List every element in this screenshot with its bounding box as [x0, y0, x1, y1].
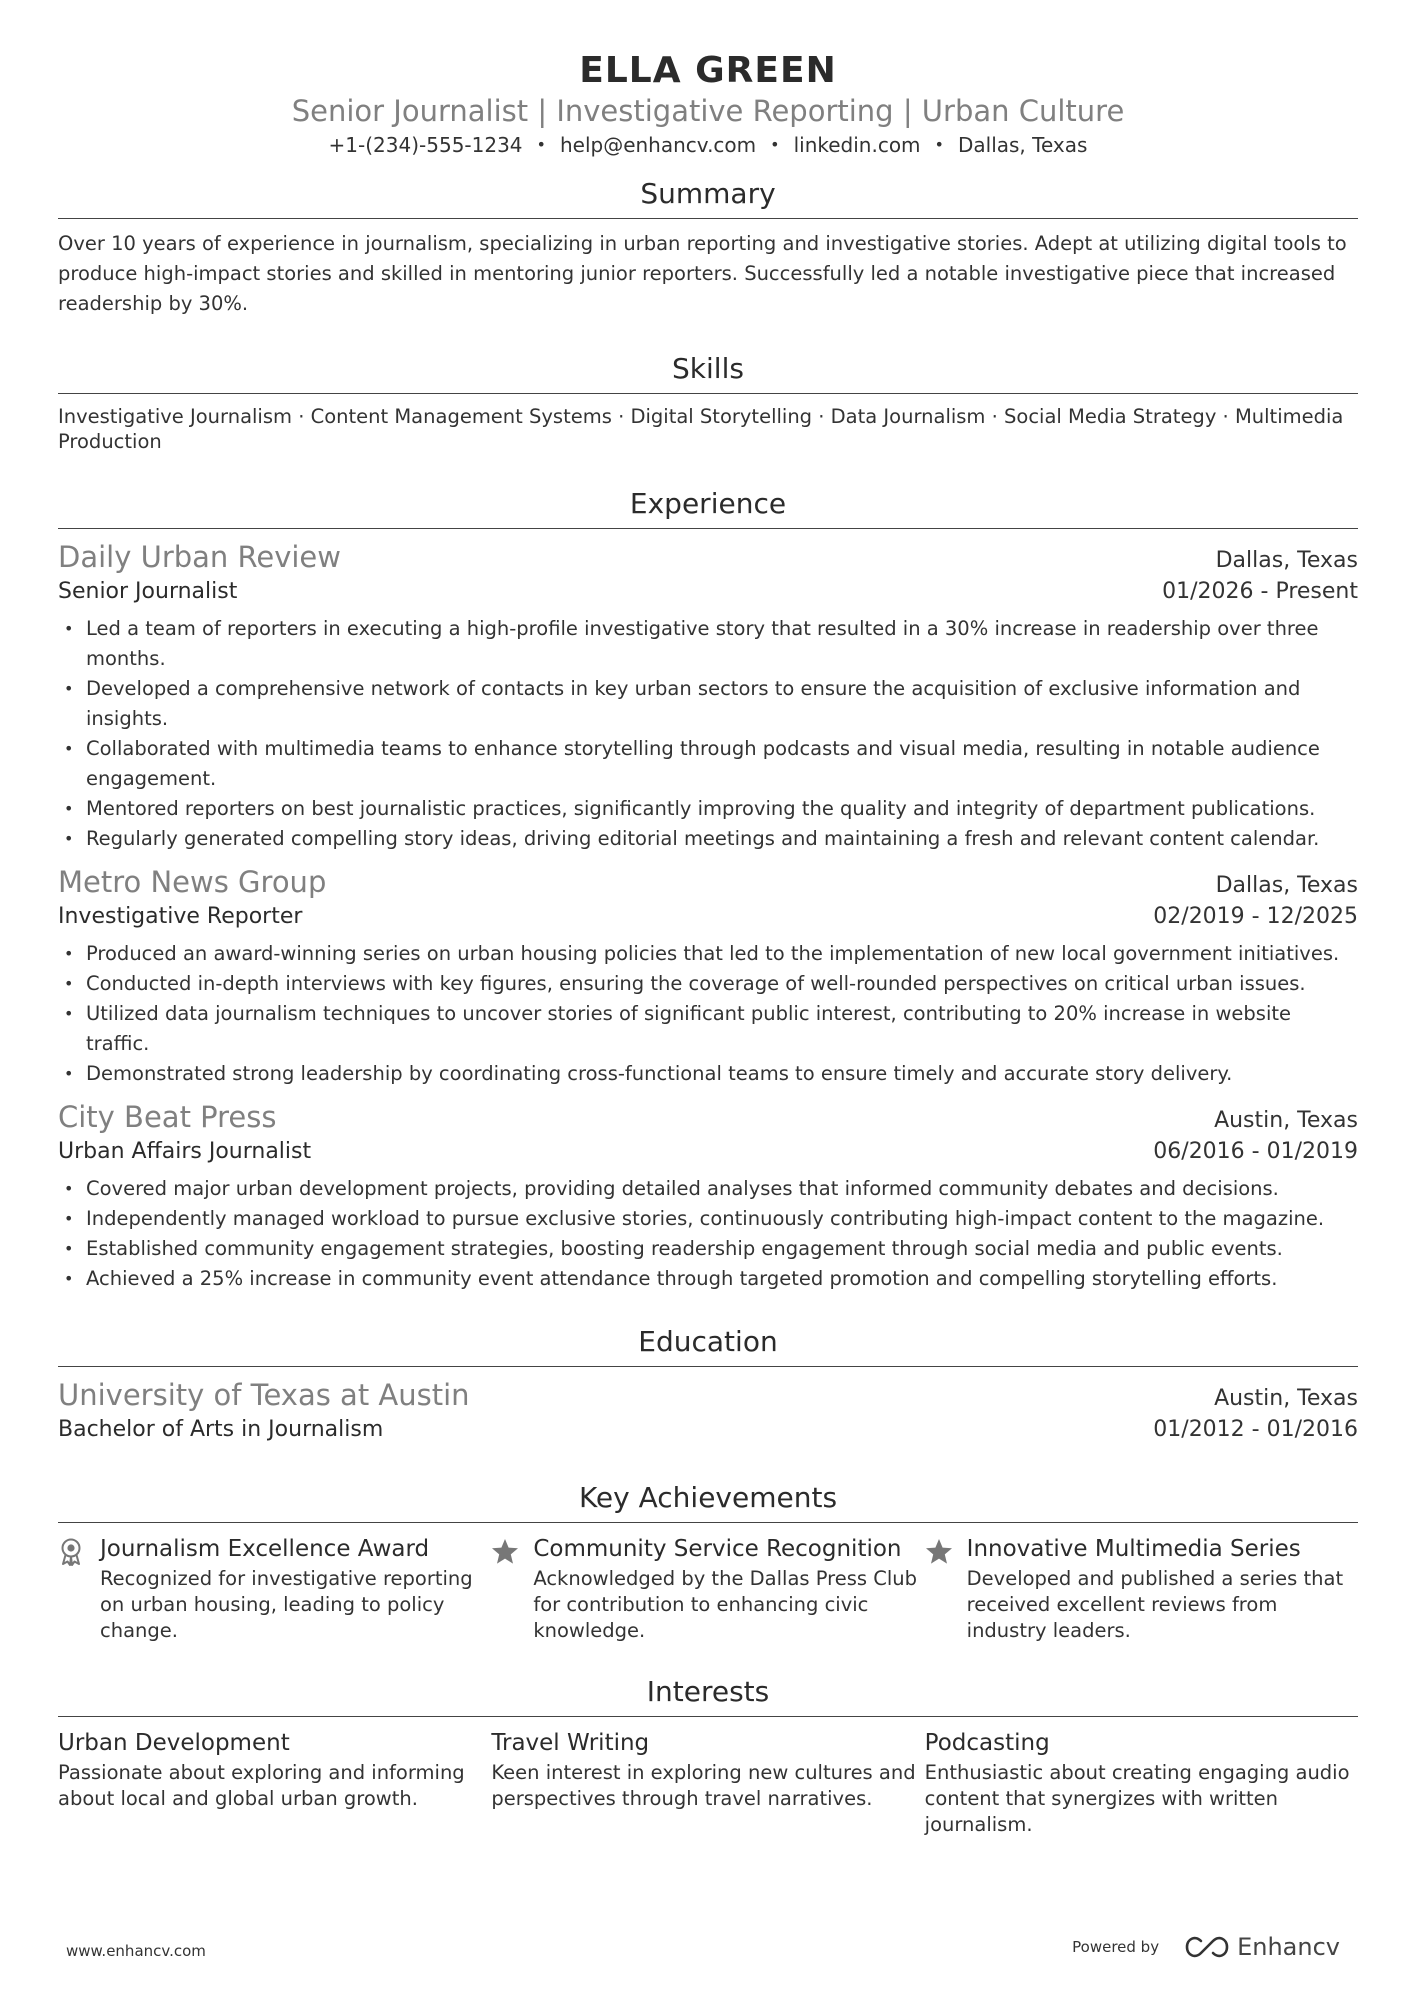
summary-section: [58, 176, 1358, 319]
skills-section: [58, 351, 1358, 454]
footer-branding: [1072, 1933, 1340, 1961]
bullet-item: • Utilized data journalism techniques to uncover stories of significant public interest, contributing to 20% increase in website traffic.: [64, 1002, 1292, 1055]
bullet-item: • Independently managed workload to pursue exclusive stories, continuously contributing high-impact content to the magazine.: [64, 1207, 1325, 1230]
achievements-section: [58, 1480, 1358, 1644]
education-dates: 01/2012 - 01/2016: [1153, 1417, 1358, 1442]
bullet-item: • Regularly generated compelling story ideas, driving editorial meetings and maintaining a fresh and relevant content calendar.: [64, 827, 1320, 850]
job-bullets: [58, 1174, 1358, 1294]
job-title: Urban Affairs Journalist: [58, 1139, 312, 1164]
enhancv-logo-icon: [1185, 1935, 1229, 1959]
section-title-interests: Interests: [58, 1674, 1358, 1717]
job-title: Senior Journalist: [58, 579, 238, 604]
job-dates: 01/2026 - Present: [1162, 579, 1358, 604]
experience-entry: [58, 1099, 1358, 1294]
achievement-item: [58, 1533, 491, 1644]
interest-item: [58, 1727, 491, 1838]
resume-header: [58, 0, 1358, 160]
job-location: Dallas, Texas: [1215, 873, 1358, 898]
location-text: Dallas, Texas: [957, 133, 1088, 157]
skills-list: Investigative Journalism · Content Management Systems · Digital Storytelling · Data Journalism · Social Media Strategy · Multimedia Production: [58, 405, 1344, 453]
achievement-desc: Recognized for investigative reporting on urban housing, leading to policy change.: [100, 1567, 473, 1642]
bullet-item: • Produced an award-winning series on urban housing policies that led to the implementation of new local government initiatives.: [64, 942, 1340, 965]
summary-text: Over 10 years of experience in journalism, specializing in urban reporting and investigative stories. Adept at utilizing digital tools to produce high-impact stories and skilled in mentoring junior reporters. Successfully led a notable investigative piece that increased readership by 30%.: [58, 232, 1347, 315]
candidate-headline: Senior Journalist | Investigative Reporting | Urban Culture: [291, 94, 1125, 128]
award-icon: [58, 1533, 100, 1644]
bullet-item: • Collaborated with multimedia teams to enhance storytelling through podcasts and visual media, resulting in notable audience engagement.: [64, 737, 1320, 790]
linkedin-link[interactable]: linkedin.com: [793, 133, 921, 157]
achievement-title: Innovative Multimedia Series: [966, 1536, 1301, 1562]
interest-title: Podcasting: [924, 1730, 1050, 1756]
school-name: University of Texas at Austin: [58, 1378, 470, 1412]
job-title: Investigative Reporter: [58, 904, 303, 929]
phone-text: +1-(234)-555-1234: [328, 133, 523, 157]
bullet-item: • Conducted in-depth interviews with key figures, ensuring the coverage of well-rounded perspectives on critical urban issues.: [64, 972, 1306, 995]
interests-grid: [58, 1727, 1358, 1838]
achievement-title: Community Service Recognition: [533, 1536, 902, 1562]
achievements-grid: [58, 1533, 1358, 1644]
section-title-summary: Summary: [58, 176, 1358, 219]
resume-page: [58, 0, 1358, 1995]
interest-desc: Passionate about exploring and informing about local and global urban growth.: [58, 1761, 465, 1810]
bullet-item: • Mentored reporters on best journalistic practices, significantly improving the quality and integrity of department publications.: [64, 797, 1316, 820]
section-title-experience: Experience: [58, 486, 1358, 529]
bullet-item: • Developed a comprehensive network of contacts in key urban sectors to ensure the acquisition of exclusive information and insights.: [64, 677, 1301, 730]
bullet-item: • Demonstrated strong leadership by coordinating cross-functional teams to ensure timely and accurate story delivery.: [64, 1062, 1233, 1085]
experience-section: [58, 486, 1358, 1294]
achievement-item: [491, 1533, 924, 1644]
job-bullets: [58, 939, 1358, 1089]
contact-info: [58, 130, 1358, 160]
achievement-item: [925, 1533, 1358, 1644]
achievement-desc: Developed and published a series that received excellent reviews from industry leaders.: [966, 1567, 1344, 1642]
interest-title: Urban Development: [58, 1730, 290, 1756]
interest-desc: Keen interest in exploring new cultures and perspectives through travel narratives.: [491, 1761, 916, 1810]
interest-item: [925, 1727, 1358, 1838]
bullet-item: • Achieved a 25% increase in community event attendance through targeted promotion and compelling storytelling efforts.: [64, 1267, 1278, 1290]
achievement-desc: Acknowledged by the Dallas Press Club for contribution to enhancing civic knowledge.: [533, 1567, 918, 1642]
interests-section: [58, 1674, 1358, 1838]
job-dates: 02/2019 - 12/2025: [1153, 904, 1358, 929]
star-icon: [491, 1533, 533, 1644]
company-name: Metro News Group: [58, 865, 327, 899]
separator-dot: •: [934, 135, 944, 154]
section-title-achievements: Key Achievements: [58, 1480, 1358, 1523]
interest-title: Travel Writing: [491, 1730, 650, 1756]
company-name: City Beat Press: [58, 1100, 277, 1134]
email-link[interactable]: help@enhancv.com: [559, 133, 757, 157]
enhancv-logo[interactable]: [1185, 1933, 1340, 1961]
bullet-item: • Established community engagement strategies, boosting readership engagement through social media and public events.: [64, 1237, 1283, 1260]
degree-title: Bachelor of Arts in Journalism: [58, 1417, 384, 1442]
company-name: Daily Urban Review: [58, 540, 341, 574]
section-title-education: Education: [58, 1324, 1358, 1367]
experience-entry: [58, 539, 1358, 854]
footer-website-link[interactable]: www.enhancv.com: [66, 1942, 206, 1960]
achievement-title: Journalism Excellence Award: [100, 1536, 430, 1562]
job-location: Austin, Texas: [1214, 1108, 1358, 1133]
star-icon: [925, 1533, 967, 1644]
school-location: Austin, Texas: [1214, 1386, 1358, 1411]
education-section: [58, 1324, 1358, 1446]
interest-desc: Enthusiastic about creating engaging audio content that synergizes with written journalism.: [924, 1761, 1350, 1836]
job-dates: 06/2016 - 01/2019: [1153, 1139, 1358, 1164]
separator-dot: •: [536, 135, 546, 154]
interest-item: [491, 1727, 924, 1838]
job-bullets: [58, 614, 1358, 854]
separator-dot: •: [770, 135, 780, 154]
powered-by-text: Powered by: [1072, 1938, 1160, 1956]
enhancv-logo-text: Enhancv: [1237, 1933, 1340, 1961]
bullet-item: • Led a team of reporters in executing a high-profile investigative story that resulted in a 30% increase in readership over three months.: [64, 617, 1319, 670]
section-title-skills: Skills: [58, 351, 1358, 394]
experience-entry: [58, 864, 1358, 1089]
bullet-item: • Covered major urban development projects, providing detailed analyses that informed community debates and decisions.: [64, 1177, 1279, 1200]
education-entry: [58, 1377, 1358, 1446]
candidate-name: ELLA GREEN: [579, 50, 837, 91]
job-location: Dallas, Texas: [1215, 548, 1358, 573]
